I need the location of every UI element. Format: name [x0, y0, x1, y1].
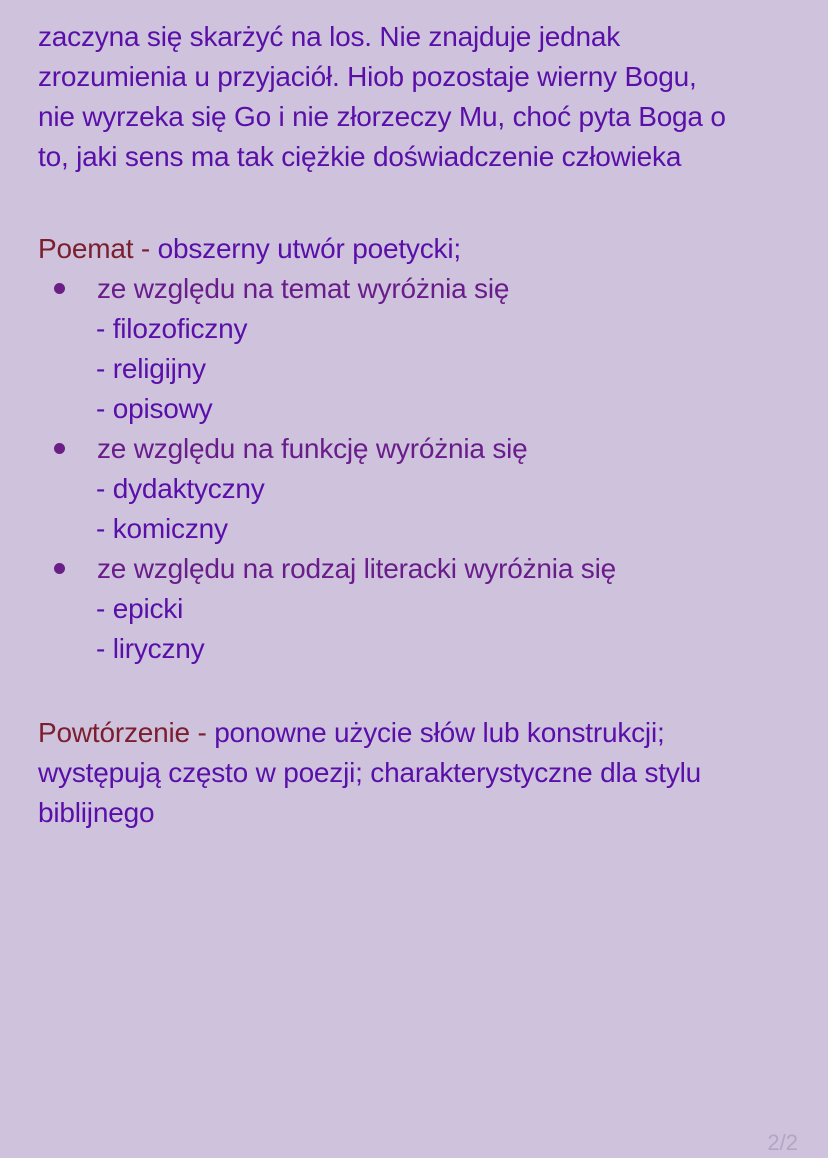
sub-item	[38, 469, 808, 509]
poemat-dash: -	[133, 233, 158, 264]
powtorzenie-section	[38, 713, 808, 833]
bullet-dot-icon	[54, 283, 65, 294]
poemat-section	[38, 229, 808, 664]
powtorzenie-dash: -	[189, 717, 215, 748]
poemat-term: Poemat	[38, 233, 134, 264]
poemat-definition-line	[38, 229, 808, 269]
sub-item	[38, 389, 808, 429]
bullet-item	[38, 429, 808, 469]
sub-item-text: - religijny	[96, 353, 206, 384]
intro-line: zaczyna się skarżyć na los. Nie znajduje jednak	[38, 21, 621, 52]
intro-line: nie wyrzeka się Go i nie złorzeczy Mu, choć pyta Boga o	[38, 101, 726, 132]
intro-line: zrozumienia u przyjaciół. Hiob pozostaje wierny Bogu,	[38, 61, 697, 92]
bullet-label: ze względu na funkcję wyróżnia się	[97, 433, 528, 464]
bullet-item	[38, 269, 808, 309]
bullet-label: ze względu na temat wyróżnia się	[97, 273, 510, 304]
powtorzenie-line: występują często w poezji; charakterystyczne dla stylu	[38, 757, 702, 788]
sub-item-text: - filozoficzny	[96, 313, 248, 344]
intro-line: to, jaki sens ma tak ciężkie doświadczenie człowieka	[38, 141, 682, 172]
bullet-dot-icon	[54, 443, 65, 454]
powtorzenie-term: Powtórzenie	[38, 717, 190, 748]
poemat-bullet-list	[38, 269, 808, 669]
sub-item	[38, 629, 808, 669]
powtorzenie-line	[38, 713, 808, 753]
sub-item-text: - dydaktyczny	[96, 473, 265, 504]
sub-item-text: - epicki	[96, 593, 184, 624]
bullet-label: ze względu na rodzaj literacki wyróżnia się	[97, 553, 616, 584]
sub-item	[38, 309, 808, 349]
sub-item	[38, 589, 808, 629]
sub-item	[38, 349, 808, 389]
poemat-definition: obszerny utwór poetycki;	[157, 233, 461, 264]
sub-item-text: - komiczny	[96, 513, 228, 544]
intro-paragraph	[38, 17, 798, 177]
sub-item-text: - liryczny	[96, 633, 205, 664]
page-indicator: 2/2	[767, 1130, 798, 1155]
bullet-dot-icon	[54, 563, 65, 574]
sub-item-text: - opisowy	[96, 393, 213, 424]
powtorzenie-definition: ponowne użycie słów lub konstrukcji;	[214, 717, 665, 748]
sub-item	[38, 509, 808, 549]
bullet-item	[38, 549, 808, 589]
powtorzenie-line: biblijnego	[38, 797, 155, 828]
